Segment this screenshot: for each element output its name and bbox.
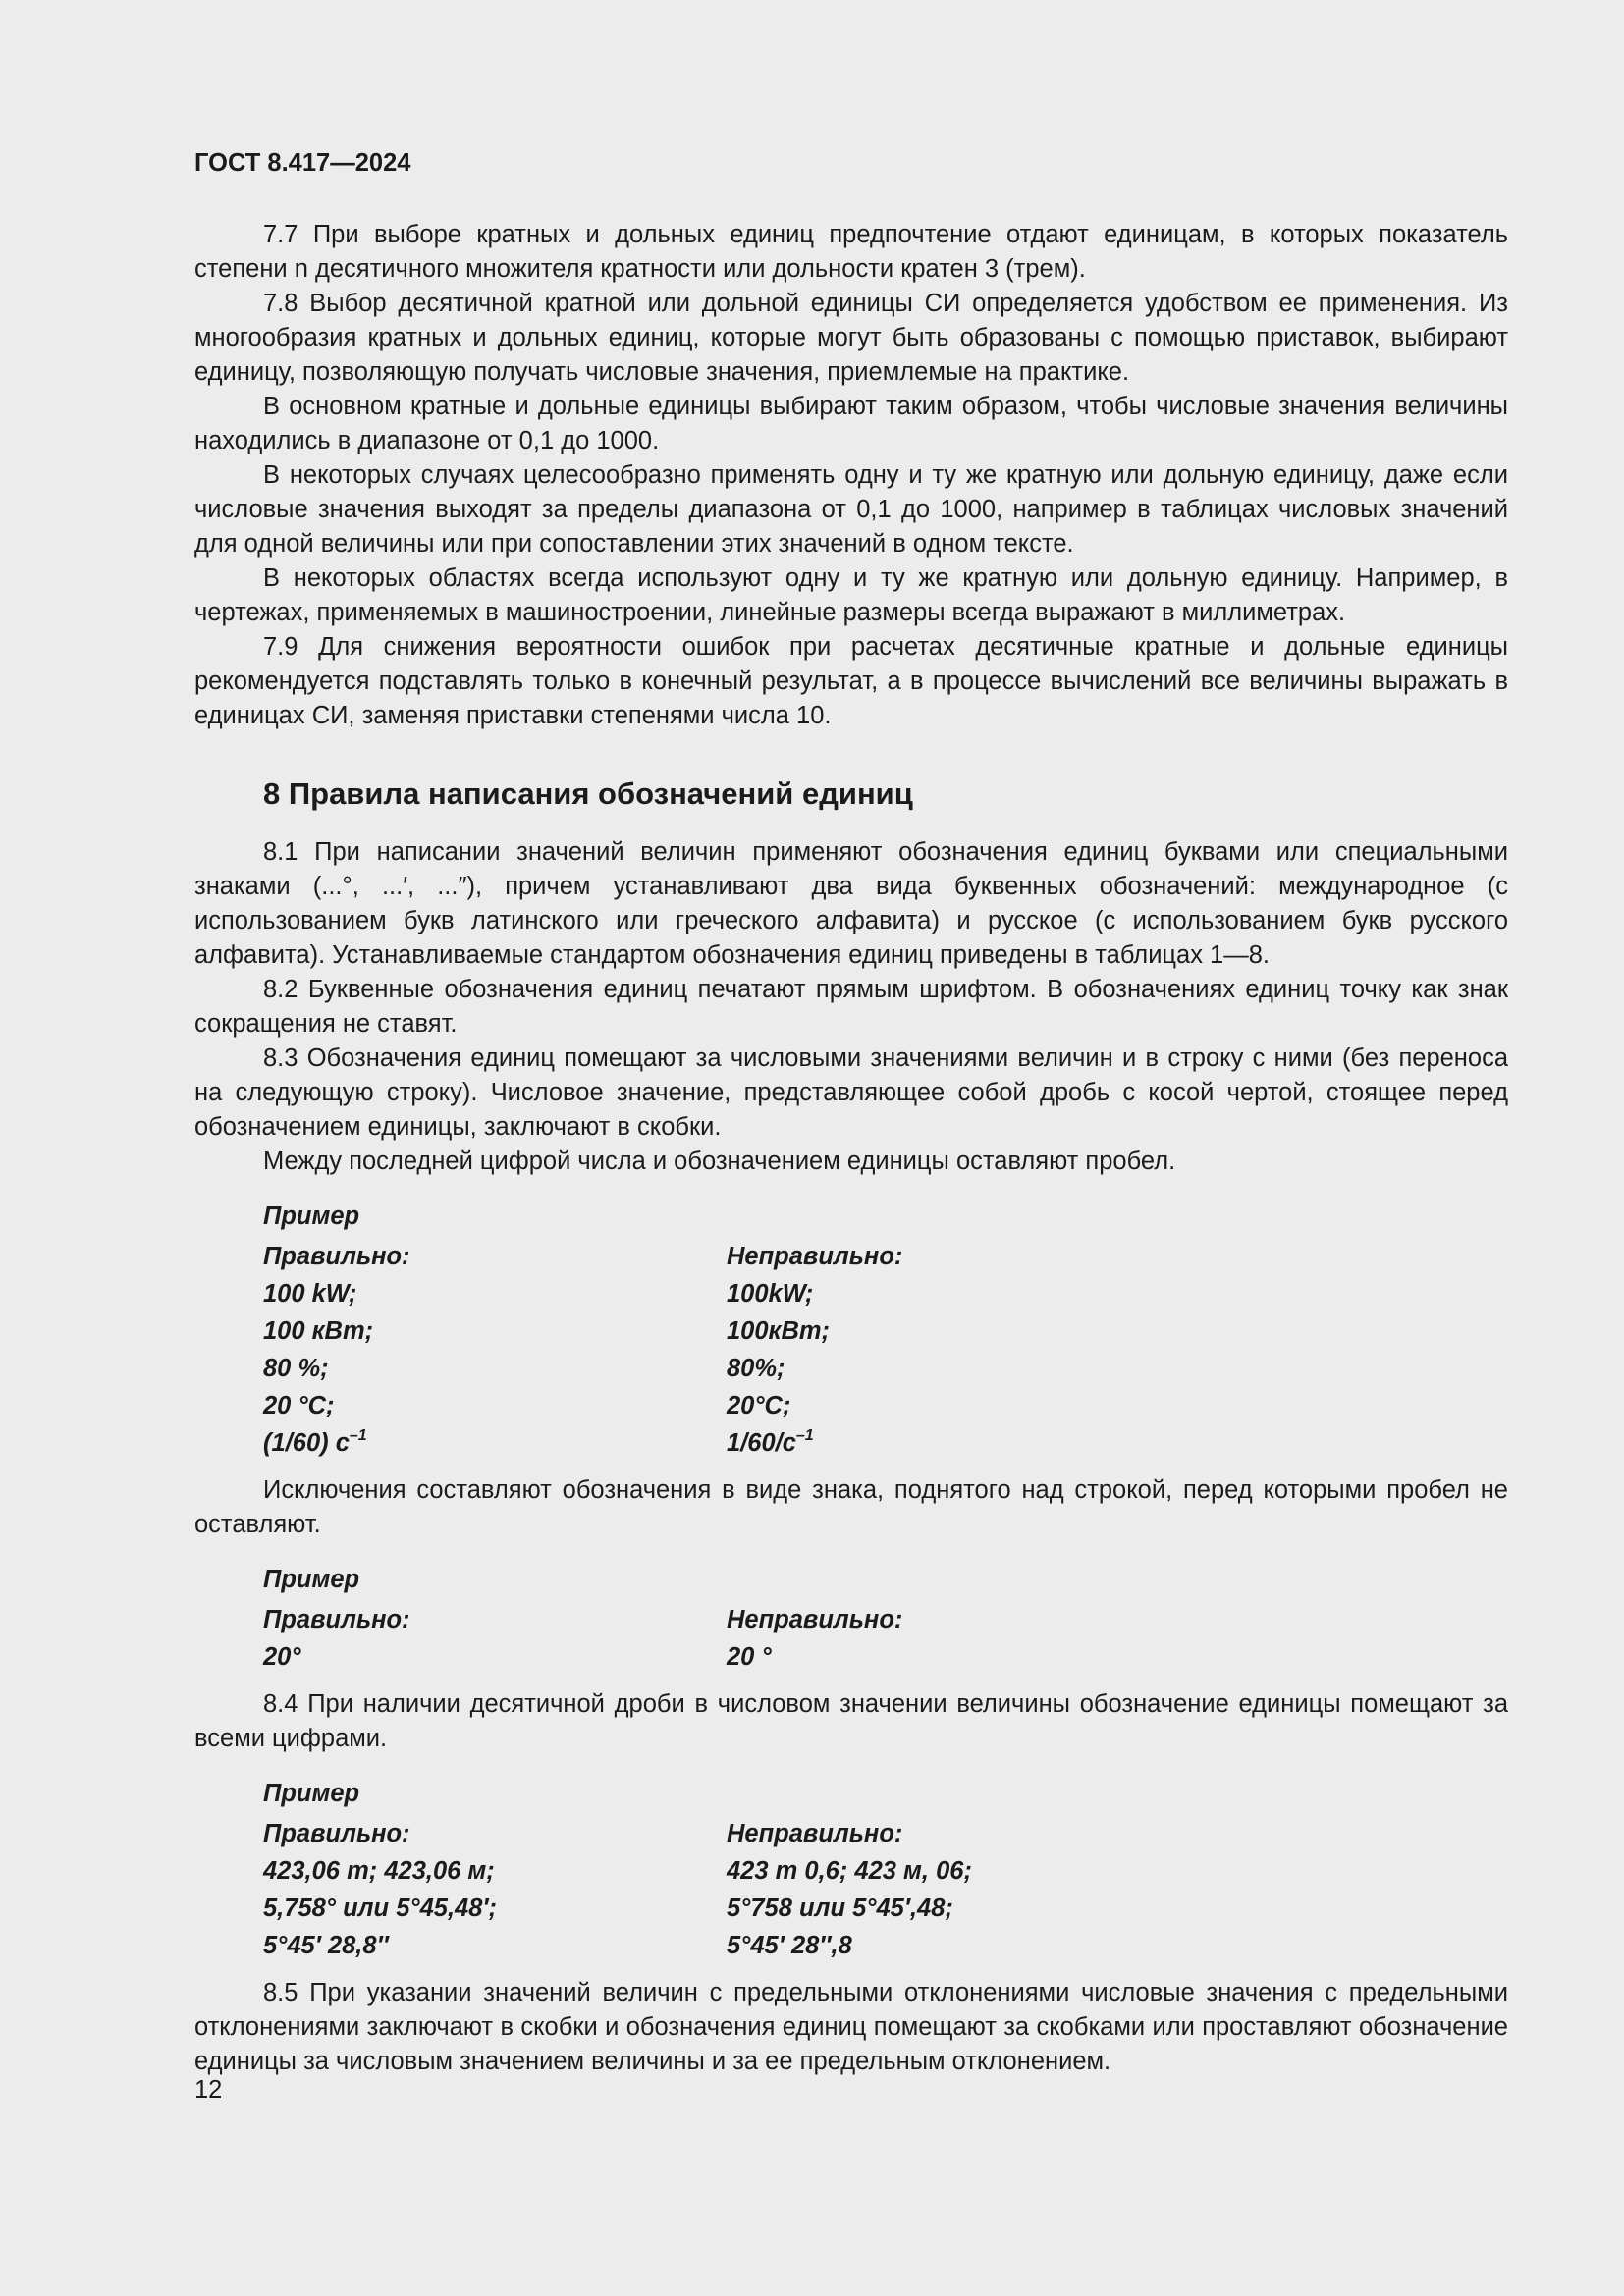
incorrect-value: 100kW; xyxy=(727,1280,814,1308)
paragraph-7-8-exceptions: В некоторых случаях целесообразно применять одну и ту же кратную или дольную единицу, даже если числовые значения выходят за пределы диапазона от 0,1 до 1000, например в таблицах числовых значений для одной величины или при сопоставлении этих значений в одном тексте. xyxy=(194,461,1508,558)
correct-header: Правильно: xyxy=(263,1606,410,1633)
example-row xyxy=(263,1312,1508,1350)
section-title: 8 Правила написания обозначений единиц xyxy=(263,776,913,811)
correct-value: 20° xyxy=(263,1643,301,1671)
correct-header: Правильно: xyxy=(263,1820,410,1847)
incorrect-value: 5°758 или 5°45′,48; xyxy=(727,1895,953,1922)
incorrect-value xyxy=(727,1424,1316,1462)
incorrect-value: 20 ° xyxy=(727,1643,772,1671)
example-header-row xyxy=(263,1601,1508,1638)
paragraph-7-7: 7.7 При выборе кратных и дольных единиц предпочтение отдают единицам, в которых показатель степени n десятичного множителя кратности или дольности кратен 3 (трем). xyxy=(194,221,1508,283)
correct-value: 100 кВт; xyxy=(263,1317,374,1345)
example-row xyxy=(263,1424,1508,1462)
example-row xyxy=(263,1852,1508,1890)
example-row xyxy=(263,1275,1508,1312)
correct-header: Правильно: xyxy=(263,1243,410,1270)
incorrect-value: 100кВт; xyxy=(727,1317,831,1345)
incorrect-header: Неправильно: xyxy=(727,1820,903,1847)
paragraph-8-2: 8.2 Буквенные обозначения единиц печатают прямым шрифтом. В обозначениях единиц точку как знак сокращения не ставят. xyxy=(194,976,1508,1038)
example-table xyxy=(263,1238,1508,1462)
incorrect-value: 423 m 0,6; 423 м, 06; xyxy=(727,1857,972,1885)
example-label: Пример xyxy=(263,1780,360,1807)
paragraph-7-8-fields: В некоторых областях всегда используют одну и ту же кратную или дольную единицу. Например, в чертежах, применяемых в машиностроении, линейные размеры всегда выражают в миллиметрах. xyxy=(194,564,1508,626)
example-row xyxy=(263,1387,1508,1424)
example-row xyxy=(263,1927,1508,1964)
incorrect-header: Неправильно: xyxy=(727,1606,903,1633)
correct-value: 100 kW; xyxy=(263,1280,357,1308)
paragraph-8-1: 8.1 При написании значений величин применяют обозначения единиц буквами или специальными знаками (...°, ...′, ...″), причем устанавливают два вида буквенных обозначений: международное (с использованием букв латинского или греческого алфавита) и русское (с использованием букв русского алфавита). Устанавливаемые стандартом обозначения единиц приведены в таблицах 1—8. xyxy=(194,838,1508,969)
paragraph-8-4: 8.4 При наличии десятичной дроби в числовом значении величины обозначение единицы помещают за всеми цифрами. xyxy=(194,1690,1508,1752)
paragraph-8-3-space: Между последней цифрой числа и обозначением единицы оставляют пробел. xyxy=(263,1148,1176,1175)
example-label: Пример xyxy=(263,1202,360,1230)
correct-value: 80 %; xyxy=(263,1355,329,1382)
correct-value xyxy=(263,1424,727,1462)
paragraph-8-5: 8.5 При указании значений величин с предельными отклонениями числовые значения с предельными отклонениями заключают в скобки и обозначения единиц помещают за скобками или проставляют обозначение единицы за числовым значением величины и за ее предельным отклонением. xyxy=(194,1979,1508,2075)
document-header: ГОСТ 8.417—2024 xyxy=(194,149,411,177)
paragraph-7-8-range: В основном кратные и дольные единицы выбирают таким образом, чтобы числовые значения величины находились в диапазоне от 0,1 до 1000. xyxy=(194,393,1508,454)
example-table xyxy=(263,1601,1508,1676)
paragraph-7-8: 7.8 Выбор десятичной кратной или дольной единицы СИ определяется удобством ее применения. Из многообразия кратных и дольных единиц, которые могут быть образованы с помощью приставок, выбирают единицу, позволяющую получать числовые значения, приемлемые на практике. xyxy=(194,290,1508,386)
example-header-row xyxy=(263,1238,1508,1275)
paragraph-8-3: 8.3 Обозначения единиц помещают за числовыми значениями величин и в строку с ними (без переноса на следующую строку). Числовое значение, представляющее собой дробь с косой чертой, стоящее перед обозначением единицы, заключают в скобки. xyxy=(194,1044,1508,1141)
page-number: 12 xyxy=(194,2076,223,2104)
example-row xyxy=(263,1890,1508,1927)
example-row xyxy=(263,1350,1508,1387)
correct-value: 5,758° или 5°45,48′; xyxy=(263,1895,497,1922)
example-header-row xyxy=(263,1815,1508,1852)
correct-value-base: (1/60) с xyxy=(263,1429,350,1457)
incorrect-header: Неправильно: xyxy=(727,1243,903,1270)
example-table xyxy=(263,1815,1508,1964)
example-label: Пример xyxy=(263,1566,360,1593)
incorrect-value: 80%; xyxy=(727,1355,785,1382)
exponent: –1 xyxy=(349,1426,367,1444)
incorrect-value-base: 1/60/с xyxy=(727,1429,796,1457)
example-row xyxy=(263,1638,1508,1676)
correct-value: 5°45′ 28,8″ xyxy=(263,1932,389,1959)
page-body xyxy=(194,143,1508,2079)
incorrect-value: 5°45′ 28″,8 xyxy=(727,1932,852,1959)
paragraph-exceptions: Исключения составляют обозначения в виде знака, поднятого над строкой, перед которыми пробел не оставляют. xyxy=(194,1476,1508,1538)
paragraph-7-9: 7.9 Для снижения вероятности ошибок при расчетах десятичные кратные и дольные единицы рекомендуется подставлять только в конечный результат, а в процессе вычислений все величины выражать в единицах СИ, заменяя приставки степенями числа 10. xyxy=(194,633,1508,729)
incorrect-value: 20°С; xyxy=(727,1392,791,1419)
exponent: –1 xyxy=(795,1426,814,1444)
correct-value: 20 °С; xyxy=(263,1392,335,1419)
correct-value: 423,06 m; 423,06 м; xyxy=(263,1857,495,1885)
